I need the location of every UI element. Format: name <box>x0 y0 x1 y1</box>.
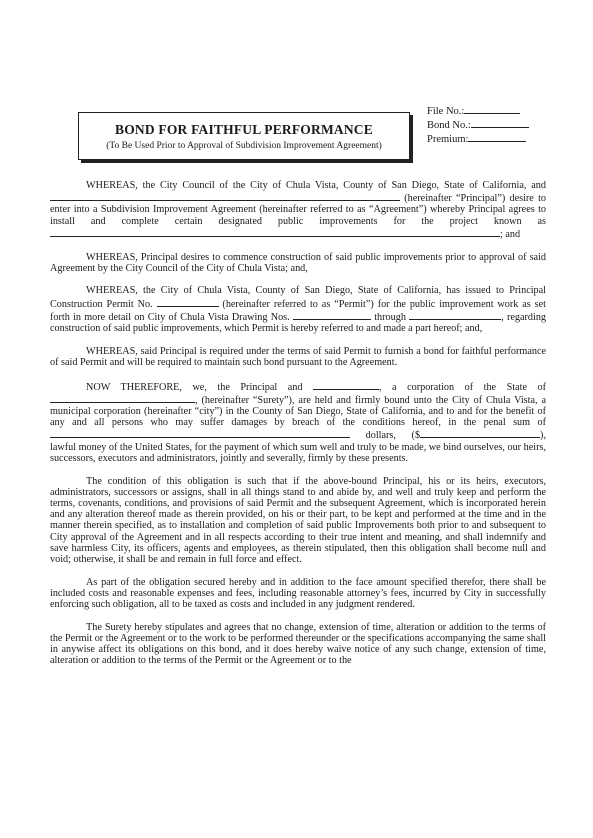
paragraph-costs: As part of the obligation secured hereby and in addition to the face amount specified therefor, there shall be included costs and reasonable expenses and fees, including reasonable attorney’s fees, incurred by City in successfully enforcing such obligation, all to be taxed as costs and included in any judgment rendered. <box>50 576 546 611</box>
paragraph-whereas-permit <box>50 285 546 334</box>
penal-sum-amount-blank <box>420 428 540 438</box>
project-name-blank <box>50 227 500 237</box>
principal-name-blank <box>50 191 400 201</box>
surety-name-blank <box>313 380 379 390</box>
bond-body <box>50 180 546 678</box>
document-subtitle: (To Be Used Prior to Approval of Subdivision Improvement Agreement) <box>106 141 382 151</box>
p5-text-d: dollars, ($ <box>365 430 421 442</box>
permit-no-blank <box>157 297 219 307</box>
paragraph-condition: The condition of this obligation is such that if the above-bound Principal, his or its heirs, executors, administrators, successors or assigns, shall in all things stand to and abide by, and well and truly keep and perform the terms, covenants, conditions, and provisions of said Permit and the subsequent Agreement, which is incorporated herein and any alteration thereof made as therein provided, on his or their part, to be kept and performed at the time and in the manner therein specified, as to installation and completion of said public Improvements both prior to and subsequent to City approval of the Agreement and in all respects according to their true intent and meaning, and shall indemnify and save harmless City, its officers, agents and employees, as therein stipulated, then this obligation shall become null and void; otherwise, it shall be and remain in full force and effect. <box>50 475 546 565</box>
p3-text-b: (hereinafter referred to as “Permit”) for the public improvement work as set forth in more detail on City of Chula Vista Drawing Nos. <box>50 298 546 323</box>
paragraph-whereas-council <box>50 180 546 240</box>
p1-text-a: WHEREAS, the City Council of the City of Chula Vista, County of San Diego, State of California, and <box>86 180 546 191</box>
surety-state-blank <box>50 393 195 403</box>
document-title: BOND FOR FAITHFUL PERFORMANCE <box>115 122 373 137</box>
file-info-block <box>427 104 529 146</box>
p1-text-c: ; and <box>500 228 521 240</box>
paragraph-surety-stipulation: The Surety hereby stipulates and agrees that no change, extension of time, alteration or addition to the terms of the Permit or the Agreement or to the work to be performed thereunder or the specifications accompanying the same shall in anywise affect its obligations on this bond, and it does hereby waive notice of any such change, extension of time, alteration or addition to the terms of the Permit or the Agreement or to the <box>50 621 546 667</box>
p5-text-a: NOW THEREFORE, we, the Principal and <box>86 381 303 393</box>
paragraph-whereas-bond: WHEREAS, said Principal is required under the terms of said Permit to furnish a bond for faithful performance of said Permit and will be required to maintain such bond pursuant to the Agreement. <box>50 345 546 368</box>
p1-text-b: (hereinafter “Principal”) desire to enter into a Subdivision Improvement Agreement (hereinafter referred to as “Agreement”) whereby Principal agrees to install and complete certain designated public improvements for the project known as <box>50 193 546 227</box>
p3-text-d: , regarding construction of said public improvements, which Permit is hereby referred to and made a part hereof; and, <box>50 311 547 335</box>
drawing-to-blank <box>409 310 501 320</box>
premium-blank <box>468 132 526 142</box>
p5-text-c: , (hereinafter “Surety”), are held and firmly bound unto the City of Chula Vista, a municipal corporation (hereinafter “city”) in the County of San Diego, State of California, and to and for the benefit of any and all persons who may suffer damages by breach of the conditions hereof, in the penal sum of <box>50 394 546 429</box>
file-no-blank <box>464 104 520 114</box>
p3-text-c: through <box>374 311 406 323</box>
bond-no-label: Bond No.: <box>427 120 471 131</box>
document-title-box <box>78 112 410 160</box>
premium-row <box>427 132 529 146</box>
drawing-from-blank <box>293 310 371 320</box>
file-no-row <box>427 104 529 118</box>
paragraph-now-therefore <box>50 380 546 464</box>
penal-sum-words-blank <box>50 428 350 438</box>
paragraph-whereas-principal: WHEREAS, Principal desires to commence construction of said public improvements prior to approval of said Agreement by the City Council of the City of Chula Vista; and, <box>50 251 546 274</box>
premium-label: Premium: <box>427 134 469 145</box>
bond-no-row <box>427 118 529 132</box>
p5-text-e: ), lawful money of the United States, for the payment of which sum well and truly to be made, we bind ourselves, our heirs, successors, executors and administrators, jointly and severally, firmly by these presents. <box>50 430 546 464</box>
p5-text-b: , a corporation of the State of <box>378 381 547 393</box>
file-no-label: File No.: <box>427 106 465 117</box>
bond-no-blank <box>471 118 529 128</box>
p3-text-a: WHEREAS, the City of Chula Vista, County of San Diego, State of California, has issued to Principal Construction Permit No. <box>50 285 546 310</box>
